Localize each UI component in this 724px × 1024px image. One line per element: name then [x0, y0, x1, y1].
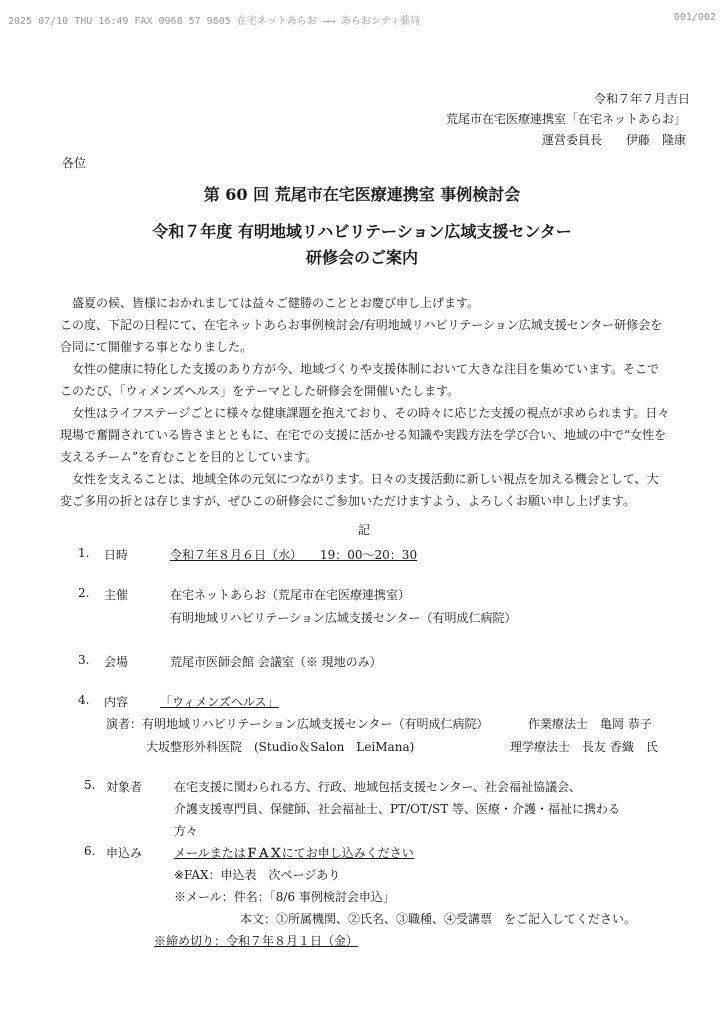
apply-main-fax: ＦＡＸ: [245, 846, 282, 860]
item-venue-label: [78, 653, 129, 669]
document-title-2: 令和７年度 有明地域リハビリテーション広域支援センター: [152, 222, 572, 241]
paragraph: 女性を支えることは、地域全体の元気につながります。日々の支援活動に新しい視点を加える機会として、大変ご多用の折とは存じますが、ぜひこの研修会にご参加いただけますよう、よろしくお願い申し上げます。: [60, 472, 659, 508]
speaker-2-org: 大坂整形外科医院 (Studio＆Salon LeiMana): [146, 740, 415, 754]
item-label: 主催: [104, 588, 129, 602]
item-label: 内容: [104, 695, 129, 709]
item-number: 3.: [78, 653, 90, 667]
document-title-3: 研修会のご案内: [305, 248, 418, 267]
apply-mail: ※メール：件名：「8/6 事例検討会申込」: [174, 890, 395, 904]
target-line-2: 介護支援専門員、保健師、社会福祉士、PT/OT/ST 等、医療・介護・福祉に携わる: [174, 802, 621, 816]
speaker-prefix: 演者：: [106, 717, 143, 731]
item-label: 申込み: [106, 846, 143, 860]
speaker-2-role: 理学療法士 長友 香織 氏: [510, 740, 658, 754]
document-title-1: 第 60 回 荒尾市在宅医療連携室 事例検討会: [203, 185, 521, 204]
item-number: 2.: [78, 586, 90, 600]
apply-deadline: ※締め切り：令和７年８月１日（金）: [154, 934, 359, 948]
body-text: [60, 292, 670, 512]
ki-marker: 記: [358, 523, 371, 537]
item-target-label: [84, 778, 143, 794]
fax-page-count: 001/002: [673, 12, 716, 23]
apply-main-a: メールまたは: [174, 846, 246, 860]
speaker-1-role: 作業療法士 亀岡 恭子: [528, 717, 652, 731]
item-label: 会場: [104, 655, 129, 669]
fax-transmission-header: [8, 12, 716, 27]
item-number: 6.: [84, 844, 96, 858]
item-apply-label: [84, 844, 143, 860]
apply-body: 本文：①所属機関、②氏名、③職種、④受講票 をご記入してください。: [240, 912, 637, 926]
item-label: 対象者: [106, 780, 143, 794]
item-content-label: [78, 693, 129, 709]
apply-fax: ※FAX：申込表 次ページあり: [174, 868, 341, 882]
item-number: 5.: [84, 778, 96, 792]
item-number: 4.: [78, 693, 90, 707]
paragraph: 女性の健康に特化した支援のあり方が今、地域づくりや支援体制において大きな注目を集めています。そこでこのたび、「ウィメンズヘルス」をテーマとした研修会を開催いたします。: [60, 362, 660, 398]
apply-main: [174, 844, 414, 861]
fax-header-info: 2025 07/10 THU 16:49 FAX 0968 57 9605 在宅ネットあらお ⟶⟶ あらおシティ薬局: [8, 16, 421, 27]
item-number: 1.: [78, 546, 90, 560]
sender-chair: [542, 131, 686, 148]
paragraph: 女性はライフステージごとに様々な健康課題を抱えており、その時々に応じた支援の視点が求められます。日々現場で奮闘されている皆さまとともに、在宅での支援に活かせる知識や実践方法を学び合い、地域の中で“女性を支えるチーム”を育むことを目的としています。: [60, 406, 670, 464]
recipient: 各位: [62, 156, 87, 170]
sender-role: 運営委員長: [541, 133, 602, 147]
apply-main-c: にてお申し込みください: [281, 846, 414, 860]
paragraph: 盛夏の候、皆様におかれましては益々ご健勝のこととお慶び申し上げます。: [60, 296, 480, 310]
speaker-1: [106, 715, 488, 732]
target-line-3: 方々: [174, 824, 199, 838]
venue-value: 荒尾市医師会館 会議室（※ 現地のみ）: [170, 655, 382, 669]
paragraph: この度、下記の日程にて、在宅ネットあらお事例検討会/有明地域リハビリテーション広域支援センター研修会を合同にて開催する事となりました。: [60, 318, 663, 354]
target-line-1: 在宅支援に関わられる方、行政、地域包括支援センター、社会福祉協議会、: [174, 780, 582, 794]
event-datetime: 令和７年８月６日（水） 19：00～20：30: [170, 548, 418, 562]
host-line-2: 有明地域リハビリテーション広域支援センター（有明成仁病院）: [170, 611, 517, 625]
item-label: 日時: [104, 548, 129, 562]
issue-date: 令和７年７月吉日: [593, 92, 690, 106]
speaker-1-org: 有明地域リハビリテーション広域支援センター（有明成仁病院）: [142, 717, 489, 731]
content-theme: 「ウィメンズヘルス」: [160, 695, 279, 709]
item-date-label: [78, 546, 129, 562]
sender-name: 伊藤 隆康: [625, 133, 686, 147]
host-line-1: 在宅ネットあらお（荒尾市在宅医療連携室）: [170, 588, 411, 602]
item-host-label: [78, 586, 129, 602]
sender-organization: 荒尾市在宅医療連携室「在宅ネットあらお」: [445, 112, 686, 126]
